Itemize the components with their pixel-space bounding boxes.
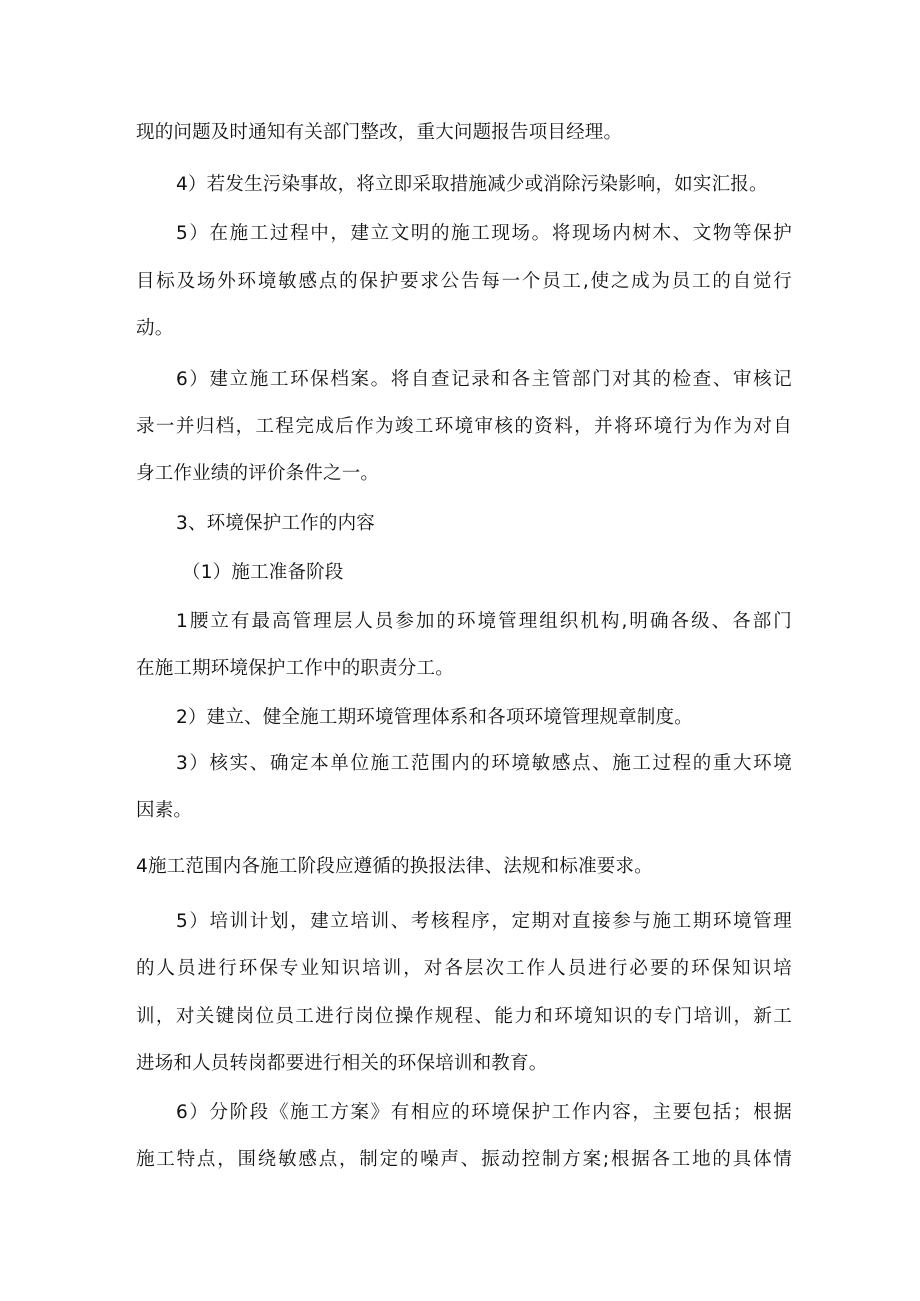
text-line: 身工作业绩的评价条件之一。 [136, 463, 380, 484]
text-line: 5）培训计划，建立培训、考核程序，定期对直接参与施工期环境管理 [176, 911, 792, 932]
text-line: 动。 [136, 318, 174, 339]
subsection-heading: （1）施工准备阶段 [182, 562, 344, 583]
text-line: 现的问题及时通知有关部门整改，重大问题报告项目经理。 [136, 122, 623, 143]
text-line: 在施工期环境保护工作中的职责分工。 [136, 658, 454, 679]
text-line: 训，对关键岗位员工进行岗位操作规程、能力和环境知识的专门培训，新工 [136, 1006, 792, 1027]
text-line: 6）建立施工环保档案。将自查记录和各主管部门对其的检查、审核记 [176, 369, 792, 390]
text-line: 3）核实、确定本单位施工范围内的环境敏感点、施工过程的重大环境 [176, 753, 792, 774]
text-line: 4）若发生污染事故，将立即采取措施减少或消除污染影响，如实汇报。 [176, 174, 768, 195]
text-line: 4施工范围内各施工阶段应遵循的换报法律、法规和标准要求。 [136, 856, 653, 877]
text-line: 5）在施工过程中，建立文明的施工现场。将现场内树木、文物等保护 [176, 223, 792, 244]
text-line: 2）建立、健全施工期环境管理体系和各项环境管理规章制度。 [176, 707, 693, 728]
text-line: 录一并归档，工程完成后作为竣工环境审核的资料，并将环境行为作为对自 [136, 416, 792, 437]
text-line: 因素。 [136, 800, 193, 821]
text-line: 目标及场外环境敏感点的保护要求公告每一个员工,使之成为员工的自觉行 [136, 271, 792, 292]
text-line: 1腰立有最高管理层人员参加的环境管理组织机构,明确各级、各部门 [176, 611, 792, 632]
section-heading: 3、环境保护工作的内容 [176, 513, 375, 534]
text-line: 施工特点，围绕敏感点，制定的噪声、振动控制方案;根据各工地的具体情 [136, 1149, 792, 1170]
text-line: 的人员进行环保专业知识培训，对各层次工作人员进行必要的环保知识培 [136, 958, 792, 979]
text-line: 6）分阶段《施工方案》有相应的环境保护工作内容，主要包括；根据 [176, 1102, 792, 1123]
text-line: 进场和人员转岗都要进行相关的环保培训和教育。 [136, 1053, 548, 1074]
